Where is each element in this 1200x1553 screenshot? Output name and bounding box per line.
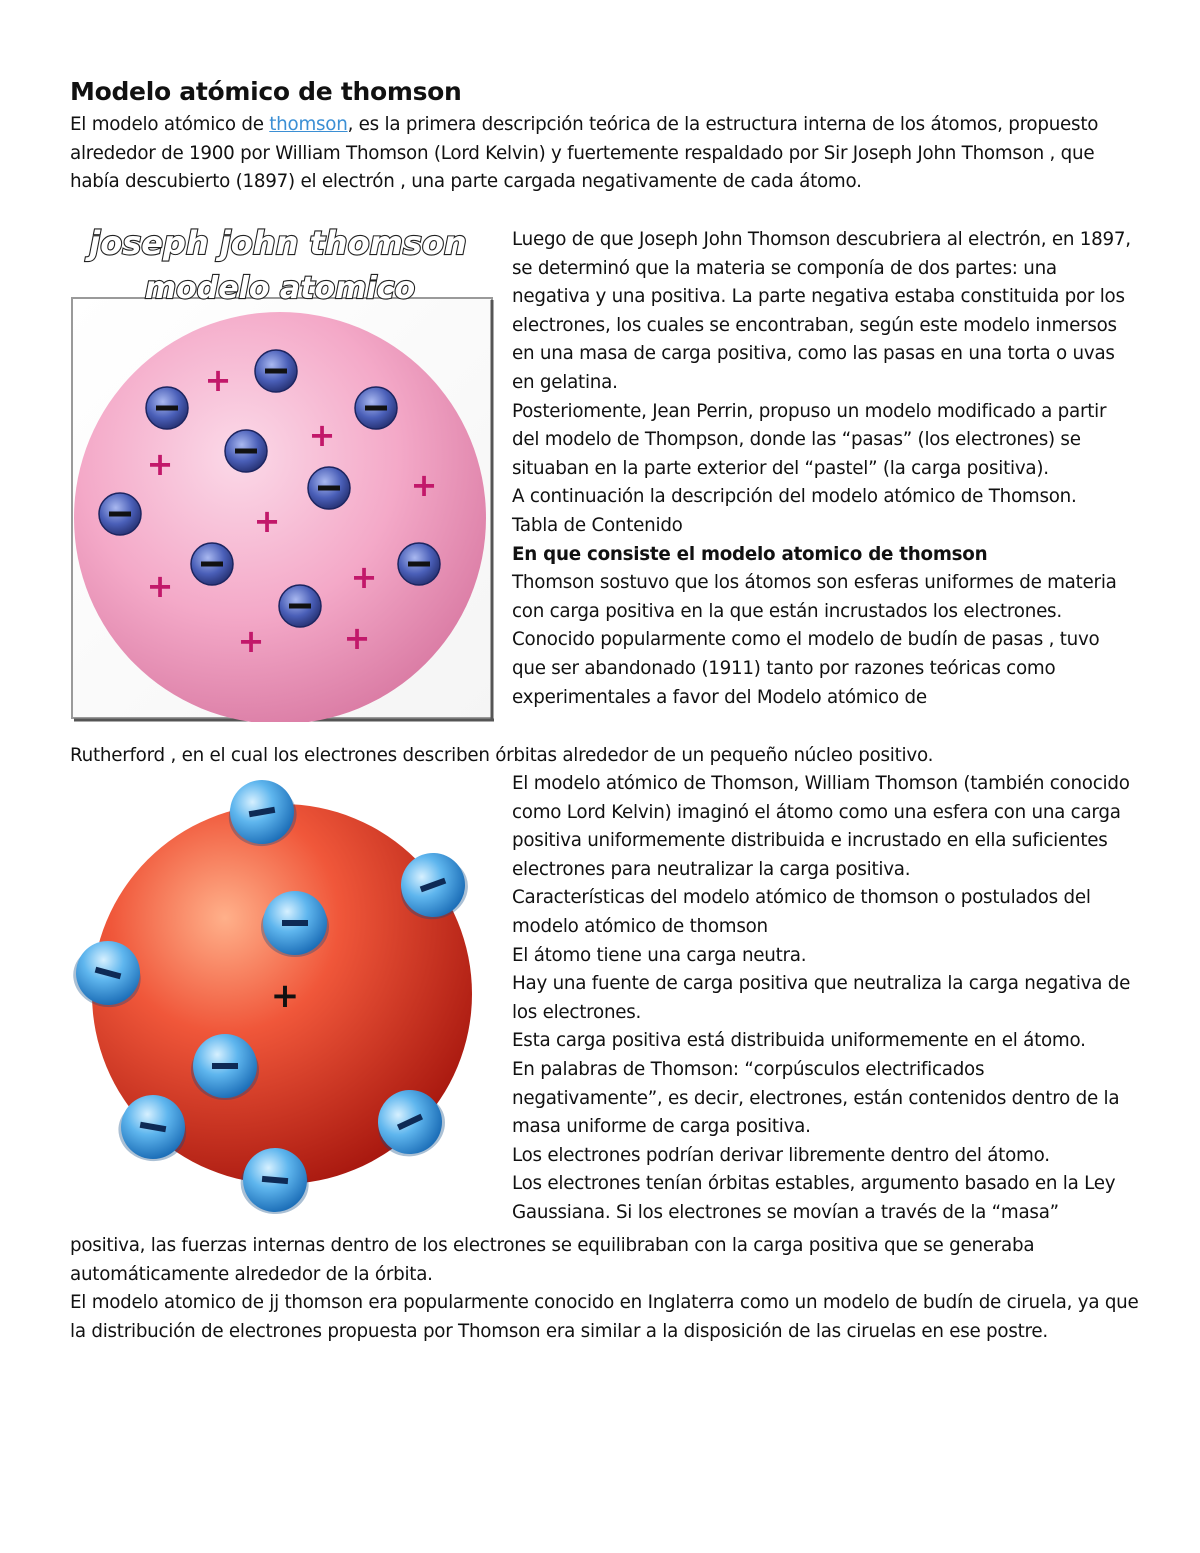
electron-icon bbox=[191, 543, 233, 585]
full-width-block-2 bbox=[70, 1232, 1145, 1346]
postulate: Los electrones podrían derivar libremente dentro del átomo. bbox=[512, 1144, 1050, 1166]
postulate: En palabras de Thomson: “corpúsculos electrificados negativamente”, es decir, electrones, están contenidos dentro de la masa uniforme de carga positiva. bbox=[512, 1058, 1120, 1138]
electron-icon bbox=[279, 585, 321, 627]
electron-icon bbox=[99, 493, 141, 535]
sphere-illustration bbox=[70, 772, 495, 1214]
table-of-contents-label: Tabla de Contenido bbox=[512, 514, 683, 536]
pudding-illustration bbox=[70, 222, 495, 722]
figure-caption-line2: modelo atomico bbox=[144, 271, 416, 306]
electron-icon bbox=[355, 387, 397, 429]
right-column-1 bbox=[512, 226, 1137, 712]
electron-icon bbox=[398, 543, 440, 585]
electron-icon bbox=[308, 467, 350, 509]
plus-icon: + bbox=[410, 466, 438, 504]
paragraph: positiva, las fuerzas internas dentro de los electrones se equilibraban con la carga positiva que se generaba automáticamente alrededor de la órbita. bbox=[70, 1235, 1035, 1285]
paragraph: Luego de que Joseph John Thomson descubriera al electrón, en 1897, se determinó que la materia se componía de dos partes: una negativa y una positiva. La parte negativa estaba constituida por los electrones, los cuales se encontraban, según este modelo inmersos en una masa de carga positiva, como las pasas en una torta o uvas en gelatina. bbox=[512, 229, 1131, 393]
section-heading: En que consiste el modelo atomico de thomson bbox=[512, 543, 988, 565]
paragraph: El modelo atomico de jj thomson era popularmente conocido en Inglaterra como un modelo de budín de ciruela, ya que la distribución de electrones propuesta por Thomson era similar a la disposición de las ciruelas en ese postre. bbox=[70, 1292, 1139, 1342]
subheading: Características del modelo atómico de thomson o postulados del modelo atómico de thomson bbox=[512, 887, 1091, 937]
full-width-line-1 bbox=[70, 742, 1145, 771]
plus-icon: + bbox=[343, 619, 371, 657]
postulate: Hay una fuente de carga positiva que neutraliza la carga negativa de los electrones. bbox=[512, 973, 1131, 1023]
electron-icon bbox=[146, 387, 188, 429]
electron-icon bbox=[225, 430, 267, 472]
plus-icon: + bbox=[146, 567, 174, 605]
page-title: Modelo atómico de thomson bbox=[70, 77, 462, 106]
paragraph: A continuación la descripción del modelo atómico de Thomson. bbox=[512, 486, 1077, 508]
postulate: El átomo tiene una carga neutra. bbox=[512, 944, 807, 966]
thomson-sphere-figure bbox=[70, 772, 495, 1214]
paragraph: Posteriomente, Jean Perrin, propuso un modelo modificado a partir del modelo de Thompson, donde las “pasas” (los electrones) se situaban en la parte exterior del “pastel” (la carga positiva). bbox=[512, 400, 1107, 479]
right-column-2 bbox=[512, 770, 1137, 1228]
figure-caption-line1: joseph john thomson bbox=[89, 224, 467, 262]
postulate: Los electrones tenían órbitas estables, argumento basado en la Ley Gaussiana. Si los electrones se movían a través de la “masa” bbox=[512, 1173, 1116, 1223]
paragraph: El modelo atómico de Thomson, William Thomson (también conocido como Lord Kelvin) imaginó el átomo como una esfera con una carga positiva uniformemente distribuida e incrustado en ella suficientes electrones para neutralizar la carga positiva. bbox=[512, 773, 1130, 880]
plus-icon: + bbox=[204, 361, 232, 399]
plus-icon: + bbox=[237, 622, 265, 660]
paragraph: Thomson sostuvo que los átomos son esferas uniformes de materia con carga positiva en la que están incrustados los electrones. Conocido popularmente como el modelo de budín de pasas , tuvo que ser abandonado (1911) tanto por razones teóricas como experimentales a favor del Modelo atómico de bbox=[512, 572, 1117, 708]
plus-icon: + bbox=[146, 445, 174, 483]
thomson-pudding-figure bbox=[70, 222, 495, 722]
paragraph: Rutherford , en el cual los electrones describen órbitas alrededor de un pequeño núcleo positivo. bbox=[70, 745, 934, 766]
intro-text-after: , es la primera descripción teórica de la estructura interna de los átomos, propuesto alrededor de 1900 por William Thomson (Lord Kelvin) y fuertemente respaldado por Sir Joseph John Thomson , que había descubierto (1897) el electrón , una parte cargada negativamente de cada átomo. bbox=[70, 114, 1099, 193]
electron-icon bbox=[255, 350, 297, 392]
intro-text-before: El modelo atómico de bbox=[70, 114, 270, 135]
intro-paragraph bbox=[70, 111, 1145, 197]
thomson-link[interactable]: thomson bbox=[269, 114, 348, 135]
plus-icon: + bbox=[308, 416, 336, 454]
plus-icon: + bbox=[253, 502, 281, 540]
postulate: Esta carga positiva está distribuida uniformemente en el átomo. bbox=[512, 1030, 1086, 1052]
plus-icon: + bbox=[350, 558, 378, 596]
positive-sign: + bbox=[270, 976, 300, 1016]
